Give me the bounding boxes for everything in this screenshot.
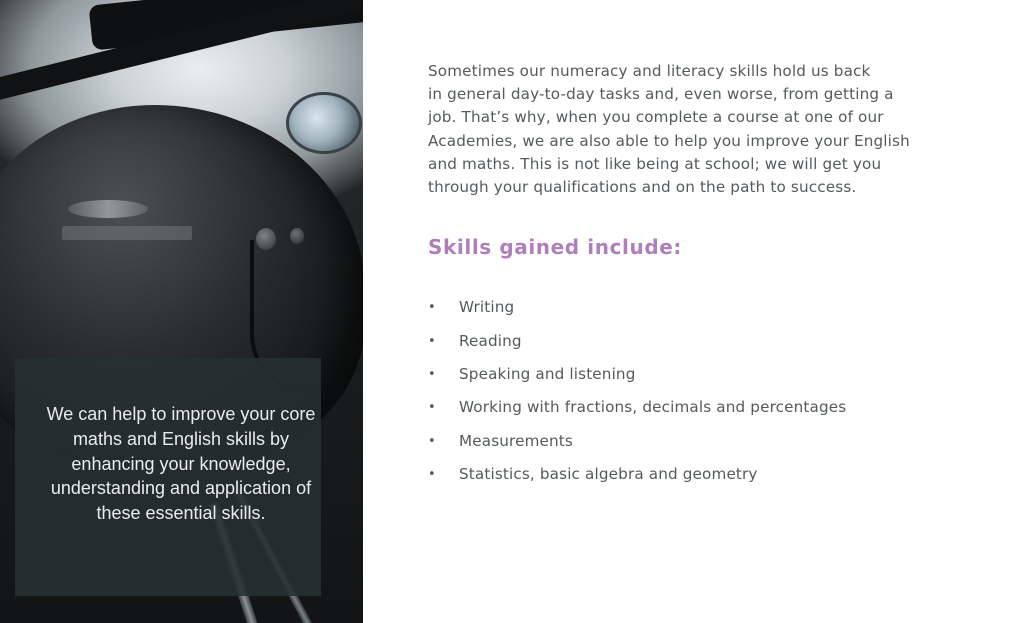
bullet-icon: • [428, 433, 436, 449]
skill-label: Measurements [459, 431, 573, 450]
list-item [428, 358, 988, 391]
intro-line: and maths. This is not like being at school; we will get you [428, 154, 882, 173]
intro-line: Sometimes our numeracy and literacy skills hold us back [428, 62, 871, 80]
intro-line: through your qualifications and on the path to success. [428, 178, 857, 197]
skill-label: Speaking and listening [459, 365, 636, 384]
main-content [428, 60, 988, 492]
intro-line: in general day-to-day tasks and, even worse, from getting a [428, 85, 894, 104]
intro-line: Academies, we are also able to help you improve your English [428, 131, 910, 150]
skills-list [428, 291, 988, 491]
bullet-icon: • [428, 300, 436, 316]
intro-line: job. That’s why, when you complete a course at one of our [428, 108, 884, 127]
list-item [428, 425, 988, 458]
caption-text: We can help to improve your core maths and English skills by enhancing your knowledge, understanding and application of these essential skills. [46, 404, 316, 524]
helmet-photo [0, 0, 363, 623]
list-item [428, 458, 988, 491]
bullet-icon: • [428, 400, 436, 416]
photo-helmet-badge [68, 200, 148, 218]
list-item [428, 391, 988, 424]
bullet-icon: • [428, 467, 436, 483]
list-item [428, 291, 988, 324]
list-item [428, 325, 988, 358]
bullet-icon: • [428, 333, 436, 349]
photo-helmet-plate [62, 226, 192, 240]
skill-label: Reading [459, 331, 522, 350]
skill-label: Working with fractions, decimals and percentages [459, 398, 847, 417]
skills-heading: Skills gained include: [428, 235, 683, 260]
photo-dome-light [286, 92, 362, 154]
intro-paragraph [428, 60, 988, 199]
caption-box [15, 358, 321, 596]
bullet-icon: • [428, 367, 436, 383]
skill-label: Statistics, basic algebra and geometry [459, 465, 758, 484]
skill-label: Writing [459, 298, 515, 317]
